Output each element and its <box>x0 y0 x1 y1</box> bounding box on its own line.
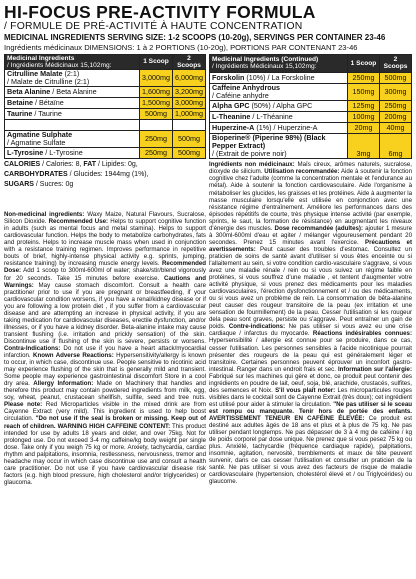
dose-1-scoop: 20mg <box>348 123 380 134</box>
ingredients-table-right <box>209 54 412 160</box>
ingredient-name: Alpha GPC (50%) / Alpha GPC <box>210 101 348 112</box>
ingredient-name: Betaine / Bétaïne <box>5 98 140 109</box>
dose-2-scoops: 6mg <box>380 134 412 159</box>
serving-size-en: MEDICINAL INGREDIENTS SERVING SIZE: 1-2 SCOOPS (10-20g), SERVINGS PER CONTAINER 23-46 <box>4 33 386 42</box>
dose-1-scoop: 3mg <box>348 134 380 159</box>
ingredient-name: Beta Alanine / Beta Alanine <box>5 87 140 98</box>
column-header-1-scoop: 1 Scoop <box>348 54 380 73</box>
dose-2-scoops: 3,000mg <box>173 98 206 109</box>
dose-1-scoop: 1,500mg <box>140 98 173 109</box>
dose-2-scoops: 40mg <box>380 123 412 134</box>
table-row <box>210 123 412 134</box>
column-header-2-scoops: 2 Scoops <box>173 54 206 70</box>
dose-2-scoops: 500mg <box>173 131 206 148</box>
ingredients-table-left <box>4 54 206 160</box>
dose-1-scoop: 500mg <box>140 109 173 120</box>
nutrition-facts: CALORIES / Calories: 8, FAT / Lipides: 0g, CARBOHYDRATES / Glucides: 1944mg (1%), SUGARS / Sucres: 0g <box>4 161 149 188</box>
table-row <box>5 87 206 98</box>
dose-1-scoop: 100mg <box>348 112 380 123</box>
table-row <box>5 120 206 131</box>
dose-2-scoops: 1,000mg <box>173 109 206 120</box>
table-row <box>5 70 206 87</box>
table-row <box>5 131 206 148</box>
ingredient-name: Caffeine Anhydrous / Caféine anhydre <box>210 84 348 101</box>
serving-size-fr: Ingrédients médicinaux DIMENSIONS: 1 à 2 PORTIONS (10-20g), PORTIONS PAR CONTENANT 23-46 <box>4 42 358 52</box>
column-header-ingredient: Medicinal Ingredients / Ingrédients Médicinaux 15,102mg: <box>5 54 140 70</box>
label-body <box>4 161 413 486</box>
table-row <box>210 112 412 123</box>
ingredient-tables <box>4 54 412 160</box>
ingredient-name: Huperzine-A (1%) / Huperzine-A <box>210 123 348 134</box>
dose-2-scoops: 3,200mg <box>173 87 206 98</box>
ingredient-name: Taurine / Taurine <box>5 109 140 120</box>
table-row <box>210 101 412 112</box>
dose-1-scoop: 1,600mg <box>140 87 173 98</box>
table-header-row <box>5 54 206 70</box>
dose-2-scoops: 250mg <box>380 101 412 112</box>
ingredient-name: Agmatine Sulphate / Agmatine Sulfate <box>5 131 140 148</box>
dose-1-scoop: 3,000mg <box>140 70 173 87</box>
table-row <box>5 98 206 109</box>
dose-2-scoops: 200mg <box>380 112 412 123</box>
table-row <box>210 134 412 159</box>
dose-2-scoops: 6,000mg <box>173 70 206 87</box>
label-text-english: Non-medicinal ingredients: Waxy Maize, Natural Flavours, Sucralose, Silicon Dioxide. Recommended Use: Helps to support cognitive function in adults (such as mental focus and metal stamina). Helps to support cardiovascular function. Helps the body to metabolize carbohydrates, fats and proteins. Helps to increase muscle mass when used in conjunction with a resistance training regimen. Improves performance in repetitive bouts of brief, highly-intense physical activity e.g. sprints, jumping, resistance training) by increasing muscle energy levels. Recommended Dose: Add 1 scoop to 300ml-600ml of water; shake/stir/blend vigorously for 20 seconds. Take 15 minutes before exercise. Cautions and Warnings: May cause stomach discomfort. Consult a health care practitioner prior to use if you are pregnant or breastfeeding, if your cardiovascular condition worsens, if you have a renal/kidney disease or if you are following a low protein diet , if you suffer from a cardiovascular disease and are attempting an increase in physical activity, if you are taking medication for cardiovascular diseases, erectile dysfunction, and/or illnesses, or if you have a kidney disorder. Beta-alanine intake may cause transient flushing (i.e. irritation and prickly sensation) of the skin. Discontinue use if flushing of the skin is severe, persists or worsens. Contra-Indications: Do not use if you have a heart attack/myocardial infarction. Known Adverse Reactions: Hypersensitivity/allergy is known to occur, in which case, discontinue use. People sensitive to nicotinic acid may experience flushing of the skin that is generally mild and transient. Some people may experience gastrointestinal discomfort Store in a cool dry area. Allergy Information: Made on Machinery that handles and therefore this product may contain powdered ingredients from milk, egg, soy, wheat, peanut, crustacean shellfish, sulfite, seed and tree nuts. Please note: Red Microparticles visible in the mixed drink are from Cayenne Extract (very mild). This ingredient is used to help boost circulation. "Do not use if the seal is broken or missing. Keep out of reach of children. WARNING HIGH CAFFEINE CONTENT: This product intended for use by adults 18 years and older, and over 75kg. Not for prolonged use. Do not exceed 3-4 mg caffeine/kg body weight per single dose. Take only if you weigh 75 kg or more. Anxiety, tachycardia, cardiac rhythm and palpitations, insomnia, restlessness, nervousness, tremor and headache may occur in which case discontinue use and consult a health care practitioner. Do not use if you have cardiovascular disease risk factors (e.g. high blood pressure, high cholesterol and/or triglycerides) or glaucoma. <box>4 211 206 486</box>
product-title: HI-FOCUS PRE-ACTIVITY FORMULA <box>4 2 316 22</box>
table-row <box>5 109 206 120</box>
ingredient-name: Forskolin (10%) / La Forskoline <box>210 73 348 84</box>
column-header-ingredient: Medicinal Ingredients (Continued) / Ingrédients Médicinaux 15,102mg: <box>210 54 348 73</box>
product-subtitle: / FORMULE DE PRÉ-ACTIVITÉ À HAUTE CONCENTRATION <box>4 21 303 32</box>
dose-2-scoops: 500mg <box>380 73 412 84</box>
dose-2-scoops: 500mg <box>173 148 206 159</box>
table-row <box>210 73 412 84</box>
label-text-french: Ingrédients non médicinaux: Maïs cireux, arômes naturels, sucralose, dioxyde de silicium. Utilisation recommandée: Aide à soutenir la fonction cognitive chez l'adulte (comme la concentration mentale et l'endurance au métal). Aide à soutenir la fonction cardiovasculaire. Aide l'organisme à métaboliser les glucides, les graisses et les protéines. Aide à augmenter la masse musculaire lorsqu'elle est utilisée en conjonction avec une résistance régime d'entraînement. Améliore les performances dans des épisodes répétitifs de courte, très physique intense activité (par exemple, sprints, le saut, la formation de résistance) en augmentant les niveaux d'énergie des muscles. Dose recommandée (adultes): ajouter 1 mesure à 300ml-600ml d'eau et agiter / mélanger vigoureusement pendant 20 secondes. Prenez 15 minutes avant l'exercice. Précautions et avertissements: Peut causer des troubles d'estomac. Consultez un praticien de soins de santé avant d'utiliser si vous êtes enceinte ou si l'allaitement au sein, si votre condition cardio-vasculaire s'aggrave, si vous avez une maladie rénale / rein ou si vous suivez un régime faible en protéines, si vous souffrez d'une maladie , et tentent d'augmenter votre activité physique, si vous prenez des médicaments pour les maladies cardiovasculaires, l'érection dysfonctionnement et / ou des médicaments, ou si vous avez un problème de rein. La consommation de bêta-alanine peut causer des rougeur transitoire de la peau (ex irritation et une sensation de fourmillement) de la peau. Cesser l'utilisation si les rougeur dela peau sont graves, persiste ou s'aggrave. Peut entraîner un gain de poids. Contre-indications: Ne pas utiliser si vous avez eu une crise cardiaque / infarctus du myocarde. Réactions indésirables connues: Hypersensibilité / allergie est connue pour se produire, dans ce cas, cesser l'utilisation. Les personnes sensibles à l'acide nicotinique pourrait présenter des rougeurs de la peau qui est généralement léger et transitoire. Certaines personnes peuvent éprouver un inconfort gastro-intestinal. Ranger dans un endroit frais et sec. Information sur l'allergie: Fabriqué sur les machines qui gère et donc, ce produit peut contenir des ingrédients en poudre de lait, oeuf, soja, blé, arachide, crustacés, sulfites, des semences et Noix. S'il vous plaît noter: Les microparticules rouges visibles dans le cocktail sont de Cayenne Extrait (très doux); cet ingrédient est utilisé pour aider à stimuler la circulation. "Ne pas utiliser si le sceau est rompu ou manquante. Tenir hors de portée des enfants. AVERTISSEMENT TENEUR EN CAFÉINE ÉLEVÉE: Ce produit est destiné aux adultes âgés de 18 ans et plus et à plus de 75 kg. Ne pas utiliser pendant longtemps. Ne pas dépasser de 3 à 4 mg de caféine / kg de poids corporel par dose unique. Ne prenez que si vous pesez 75 kg ou plus. Anxiété, tachycardie (fréquence cardiaque rapide), palpitations, insomnie, agitation, nervosité, tremblements et maux de tête peuvent survenir, dans ce cas cesser l'utilisation et consulter un praticien de la santé. Ne pas utiliser si vous avez des facteurs de risque de maladie cardiovasculaire (hypertension, cholestérol élevé et / ou Triglycérides) ou glaucome. <box>209 161 413 486</box>
table-row <box>5 148 206 159</box>
column-header-1-scoop: 1 Scoop <box>140 54 173 70</box>
column-header-2-scoops: 2 Scoops <box>380 54 412 73</box>
ingredient-name: Citrulline Malate (2:1) / Malate de Citrulline (2:1) <box>5 70 140 87</box>
ingredient-name: L-Theanine / L-Théanine <box>210 112 348 123</box>
table-row <box>210 84 412 101</box>
dose-1-scoop: 150mg <box>348 84 380 101</box>
dose-1-scoop: 250mg <box>140 148 173 159</box>
dose-1-scoop: 250mg <box>140 131 173 148</box>
ingredient-name: Bioperine® (Piperine 98%) (Black Pepper Extract) / (Extrait de poivre noir) <box>210 134 348 159</box>
dose-2-scoops: 300mg <box>380 84 412 101</box>
dose-1-scoop: 250mg <box>348 73 380 84</box>
table-header-row <box>210 54 412 73</box>
ingredient-name: L-Tyrosine / L-Tyrosine <box>5 148 140 159</box>
dose-1-scoop: 125mg <box>348 101 380 112</box>
